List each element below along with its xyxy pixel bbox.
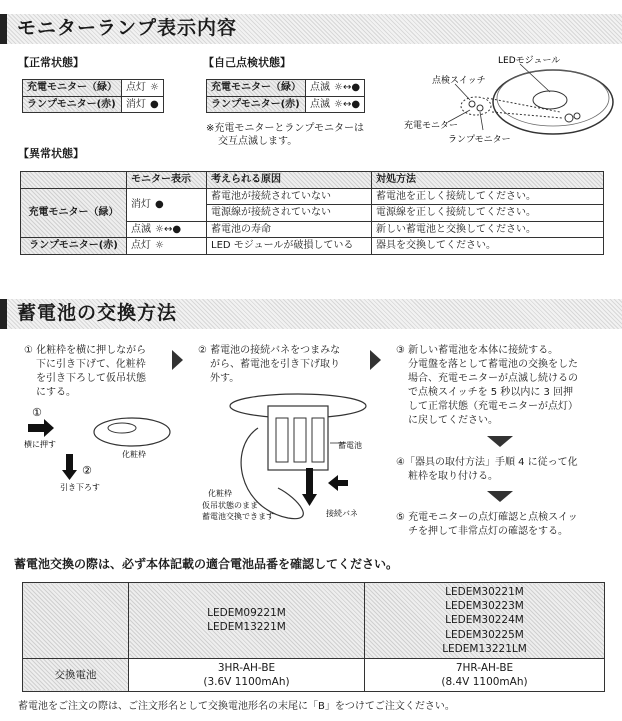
blink-icon: ☼↔● xyxy=(334,98,361,110)
step-1-figure xyxy=(22,402,172,492)
charge-monitor-cell: 充電モニター（緑） xyxy=(21,188,127,238)
models-a-cell: LEDEM09221M LEDEM13221M xyxy=(129,583,365,659)
normal-state-table xyxy=(22,79,164,113)
battery-a-cell: 3HR-AH-BE (3.6V 1100mAh) xyxy=(129,658,365,691)
down-arrow-icon xyxy=(487,491,513,502)
action-cell: 電源線を正しく接続してください。 xyxy=(372,205,604,222)
table-row xyxy=(23,658,605,691)
selfcheck-row-name: ランプモニター(赤) xyxy=(207,96,306,113)
state-cell: 点滅 ☼↔● xyxy=(127,221,207,238)
action-cell: 蓄電池を正しく接続してください。 xyxy=(372,188,604,205)
table-row xyxy=(23,80,164,97)
step-2-marker: ② xyxy=(82,464,92,477)
table-row xyxy=(21,188,604,205)
lamp-monitor-cell: ランプモニター(赤) xyxy=(21,238,127,255)
charge-monitor-label: 充電モニター xyxy=(404,121,459,131)
off-icon: ● xyxy=(155,198,164,210)
battery-label: 蓄電池 xyxy=(338,441,362,450)
spring-label: 接続バネ xyxy=(326,509,358,518)
normal-row-state: 点灯 ☼ xyxy=(122,80,164,97)
step-4-text: ④「器具の取付方法」手順 4 に従って化 粧枠を取り付ける。 xyxy=(396,457,578,482)
state-cell: 点灯 ☼ xyxy=(127,238,207,255)
selfcheck-state-title: 【自己点検状態】 xyxy=(203,56,291,69)
frame-label: 化粧枠 xyxy=(208,489,232,498)
step-1-marker: ① xyxy=(32,406,42,419)
cause-cell: 蓄電池の寿命 xyxy=(207,221,372,238)
normal-state-title: 【正常状態】 xyxy=(18,56,84,69)
down-arrow-icon xyxy=(487,436,513,447)
lamp-monitor-label: ランプモニター xyxy=(448,135,511,145)
fixture-diagram xyxy=(400,50,622,150)
cause-cell: 蓄電池が接続されていない xyxy=(207,188,372,205)
caption-line2: 蓄電池交換できます xyxy=(202,512,274,521)
blink-icon: ☼↔● xyxy=(155,223,182,235)
battery-model-table xyxy=(22,582,605,692)
blink-icon: ☼↔● xyxy=(334,82,361,93)
step-5-text: ⑤ 充電モニターの点灯確認と点検スイッ チを押して非常点灯の確認をする。 xyxy=(396,512,578,537)
normal-row-name: ランプモニター(赤) xyxy=(23,96,122,113)
col-header: 対処方法 xyxy=(372,172,604,189)
caption-line1: 仮吊状態のまま xyxy=(202,501,258,510)
battery-section-header xyxy=(0,299,622,329)
selfcheck-row-state: 点滅 ☼↔● xyxy=(306,80,365,97)
step-1-text: ① 化粧枠を横に押しながら 下に引き下げて、化粧枠 を引き下ろして仮吊状態 にする。 xyxy=(24,345,147,398)
step-2-figure xyxy=(198,388,373,533)
led-module-label: LEDモジュール xyxy=(498,56,561,66)
selfcheck-state-table xyxy=(206,79,365,113)
row-label-cell: 交換電池 xyxy=(23,658,129,691)
pull-label: 引き下ろす xyxy=(60,483,100,492)
table-row xyxy=(23,583,605,659)
selfcheck-row-state: 点滅 ☼↔● xyxy=(306,96,365,113)
abnormal-state-table xyxy=(20,171,604,255)
monitor-section-header xyxy=(0,14,622,44)
table-row xyxy=(23,96,164,113)
abnormal-state-title: 【異常状態】 xyxy=(18,147,84,160)
monitor-section-title: モニターランプ表示内容 xyxy=(17,17,238,40)
normal-row-name: 充電モニター（緑） xyxy=(23,80,122,97)
state-cell: 消灯 ● xyxy=(127,188,207,221)
order-footnote: 蓄電池をご注文の際は、ご注文形名として交換電池形名の末尾に「B」をつけてご注文ください。 xyxy=(18,701,455,712)
cause-cell: LED モジュールが破損している xyxy=(207,238,372,255)
normal-row-state: 消灯 ● xyxy=(122,96,164,113)
step-3-text: ③ 新しい蓄電池を本体に接続する。 分電盤を落として蓄電池の交換をした 場合、充電モニターが点滅し続けるの で点検スイッチを 5 秒以内に 3 回押 して正常状態（充電モニターが点灯） に戻してください。 xyxy=(396,345,578,426)
table-row xyxy=(207,80,365,97)
check-switch-label: 点検スイッチ xyxy=(432,76,486,86)
cause-cell: 電源線が接続されていない xyxy=(207,205,372,222)
selfcheck-note-line1: ※充電モニターとランプモニターは xyxy=(206,123,364,134)
lit-icon: ☼ xyxy=(150,82,159,93)
col-header: モニター表示 xyxy=(127,172,207,189)
frame-label: 化粧枠 xyxy=(122,450,146,459)
selfcheck-row-name: 充電モニター（緑） xyxy=(207,80,306,97)
step-2-text: ② 蓄電池の接続バネをつまみな がら、蓄電池を引き下げ取り 外す。 xyxy=(198,345,341,384)
lit-icon: ☼ xyxy=(155,240,164,251)
selfcheck-note-line2: 交互点滅します。 xyxy=(218,136,298,147)
push-label: 横に押す xyxy=(24,440,56,449)
table-row xyxy=(207,96,365,113)
off-icon: ● xyxy=(150,98,159,110)
table-header-row xyxy=(21,172,604,189)
next-arrow-icon xyxy=(172,350,183,370)
next-arrow-icon xyxy=(370,350,381,370)
battery-check-warning: 蓄電池交換の際は、必ず本体記載の適合電池品番を確認してください。 xyxy=(14,557,399,571)
action-cell: 新しい蓄電池と交換してください。 xyxy=(372,221,604,238)
col-header: 考えられる原因 xyxy=(207,172,372,189)
action-cell: 器具を交換してください。 xyxy=(372,238,604,255)
models-b-cell: LEDEM30221M LEDEM30223M LEDEM30224M LEDEM30225M LEDEM13221LM xyxy=(365,583,605,659)
table-row xyxy=(21,238,604,255)
battery-b-cell: 7HR-AH-BE (8.4V 1100mAh) xyxy=(365,658,605,691)
battery-section-title: 蓄電池の交換方法 xyxy=(17,302,178,325)
